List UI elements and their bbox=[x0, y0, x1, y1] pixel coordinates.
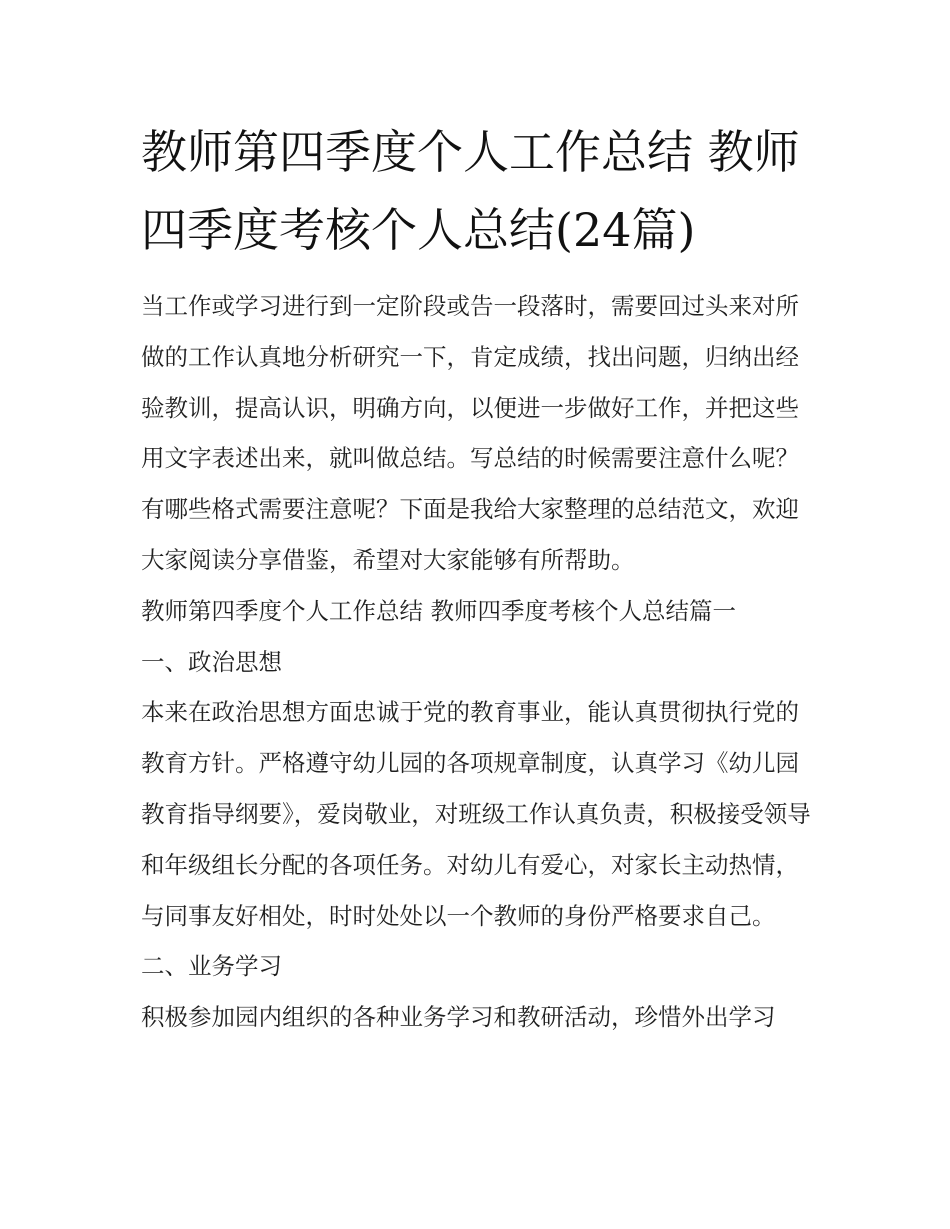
heading-professional-study: 二、业务学习 bbox=[141, 952, 282, 981]
heading-political-thought: 一、政治思想 bbox=[141, 647, 282, 676]
section-title: 教师第四季度个人工作总结 教师四季度考核个人总结篇一 bbox=[141, 596, 736, 625]
document-content bbox=[141, 113, 811, 1043]
paragraph-political-thought: 本来在政治思想方面忠诚于党的教育事业，能认真贯彻执行党的教育方针。严格遵守幼儿园的各项规章制度，认真学习《幼儿园教育指导纲要》，爱岗敬业，对班级工作认真负责，积极接受领导和年级组长分配的各项任务。对幼儿有爱心，对家长主动热情，与同事友好相处，时时处处以一个教师的身份严格要求自己。 bbox=[141, 698, 811, 930]
intro-paragraph: 当工作或学习进行到一定阶段或告一段落时，需要回过头来对所做的工作认真地分析研究一下，肯定成绩，找出问题，归纳出经验教训，提高认识，明确方向，以便进一步做好工作，并把这些用文字表述出来，就叫做总结。写总结的时候需要注意什么呢？有哪些格式需要注意呢？下面是我给大家整理的总结范文，欢迎大家阅读分享借鉴，希望对大家能够有所帮助。 bbox=[141, 292, 799, 574]
document-title: 教师第四季度个人工作总结 教师四季度考核个人总结(24篇) bbox=[141, 125, 800, 257]
paragraph-professional-study: 积极参加园内组织的各种业务学习和教研活动，珍惜外出学习 bbox=[141, 1003, 776, 1032]
